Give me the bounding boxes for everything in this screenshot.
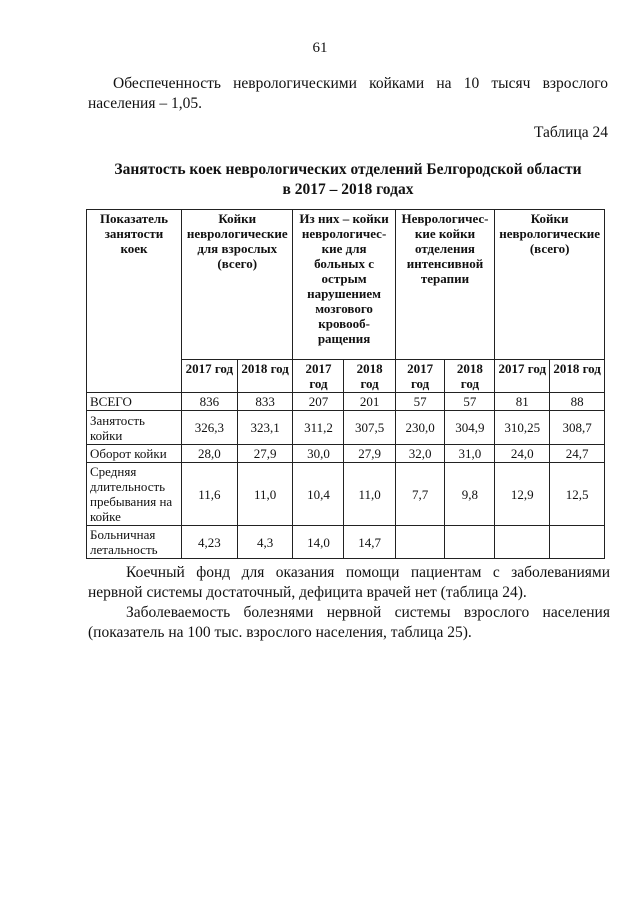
- table-cell: 9,8: [445, 463, 495, 526]
- table-cell: 14,0: [293, 526, 344, 559]
- table-cell: 11,0: [237, 463, 293, 526]
- year-header: 2017 год: [495, 360, 550, 393]
- table-cell: 57: [445, 393, 495, 411]
- table-cell: 81: [495, 393, 550, 411]
- table-cell: 24,0: [495, 445, 550, 463]
- table-cell: 32,0: [395, 445, 445, 463]
- table-cell: [550, 526, 605, 559]
- table-cell: [445, 526, 495, 559]
- table-cell: 310,25: [495, 411, 550, 445]
- row-label: ВСЕГО: [87, 393, 182, 411]
- table-cell: [495, 526, 550, 559]
- table-cell: 30,0: [293, 445, 344, 463]
- table-row-avg-stay: [87, 463, 605, 526]
- table-cell: 27,9: [344, 445, 395, 463]
- row-label: Средняя длительность пребывания на койке: [87, 463, 182, 526]
- year-header: 2017 год: [293, 360, 344, 393]
- table-cell: 10,4: [293, 463, 344, 526]
- page-number: 61: [312, 40, 328, 56]
- table-cell: 201: [344, 393, 395, 411]
- table-row-mortality: [87, 526, 605, 559]
- header-indicator: Показатель занятости коек: [87, 210, 182, 393]
- table-row-occupancy: [87, 411, 605, 445]
- table-cell: 207: [293, 393, 344, 411]
- year-header: 2018 год: [550, 360, 605, 393]
- table-cell: 7,7: [395, 463, 445, 526]
- table-cell: [395, 526, 445, 559]
- table-cell: 14,7: [344, 526, 395, 559]
- table-cell: 88: [550, 393, 605, 411]
- table-header-row: [87, 210, 605, 360]
- year-header: 2017 год: [395, 360, 445, 393]
- header-stroke-beds: Из них – койки неврологичес-кие для больных с острым нарушением мозгового кровооб-ращения: [293, 210, 395, 360]
- table-cell: 11,6: [182, 463, 238, 526]
- table-cell: 323,1: [237, 411, 293, 445]
- header-icu-beds: Неврологичес-кие койки отделения интенсивной терапии: [395, 210, 495, 360]
- year-header: 2017 год: [182, 360, 238, 393]
- table-cell: 308,7: [550, 411, 605, 445]
- bed-occupancy-table: [86, 209, 605, 559]
- header-adult-neuro-beds: Койки неврологические для взрослых (всего): [182, 210, 293, 360]
- table-row-total: [87, 393, 605, 411]
- row-label: Занятость койки: [87, 411, 182, 445]
- paragraph-bed-fund: Коечный фонд для оказания помощи пациентам с заболеваниями нервной системы достаточный, дефицита врачей нет (таблица 24).: [88, 564, 610, 601]
- table-label: Таблица 24: [533, 124, 608, 141]
- table-title-line1: Занятость коек неврологических отделений Белгородской области: [114, 161, 582, 178]
- table-cell: 4,23: [182, 526, 238, 559]
- paragraph-incidence: Заболеваемость болезнями нервной системы взрослого населения (показатель на 100 тыс. взрослого населения, таблица 25).: [88, 604, 610, 641]
- table-cell: 27,9: [237, 445, 293, 463]
- intro-paragraph: Обеспеченность неврологическими койками на 10 тысяч взрослого населения – 1,05.: [88, 75, 608, 112]
- table-title: [88, 160, 608, 200]
- table-cell: 12,9: [495, 463, 550, 526]
- table-cell: 311,2: [293, 411, 344, 445]
- table-row-turnover: [87, 445, 605, 463]
- table-cell: 307,5: [344, 411, 395, 445]
- table-cell: 57: [395, 393, 445, 411]
- year-header: 2018 год: [237, 360, 293, 393]
- table-cell: 24,7: [550, 445, 605, 463]
- year-header: 2018 год: [445, 360, 495, 393]
- header-total-neuro-beds: Койки неврологические (всего): [495, 210, 605, 360]
- table-cell: 28,0: [182, 445, 238, 463]
- year-header: 2018 год: [344, 360, 395, 393]
- table-cell: 12,5: [550, 463, 605, 526]
- table-cell: 304,9: [445, 411, 495, 445]
- row-label: Оборот койки: [87, 445, 182, 463]
- table-cell: 31,0: [445, 445, 495, 463]
- table-cell: 4,3: [237, 526, 293, 559]
- row-label: Больничная летальность: [87, 526, 182, 559]
- table-title-line2: в 2017 – 2018 годах: [282, 181, 414, 198]
- table-cell: 326,3: [182, 411, 238, 445]
- table-cell: 230,0: [395, 411, 445, 445]
- table-cell: 836: [182, 393, 238, 411]
- table-cell: 11,0: [344, 463, 395, 526]
- table-cell: 833: [237, 393, 293, 411]
